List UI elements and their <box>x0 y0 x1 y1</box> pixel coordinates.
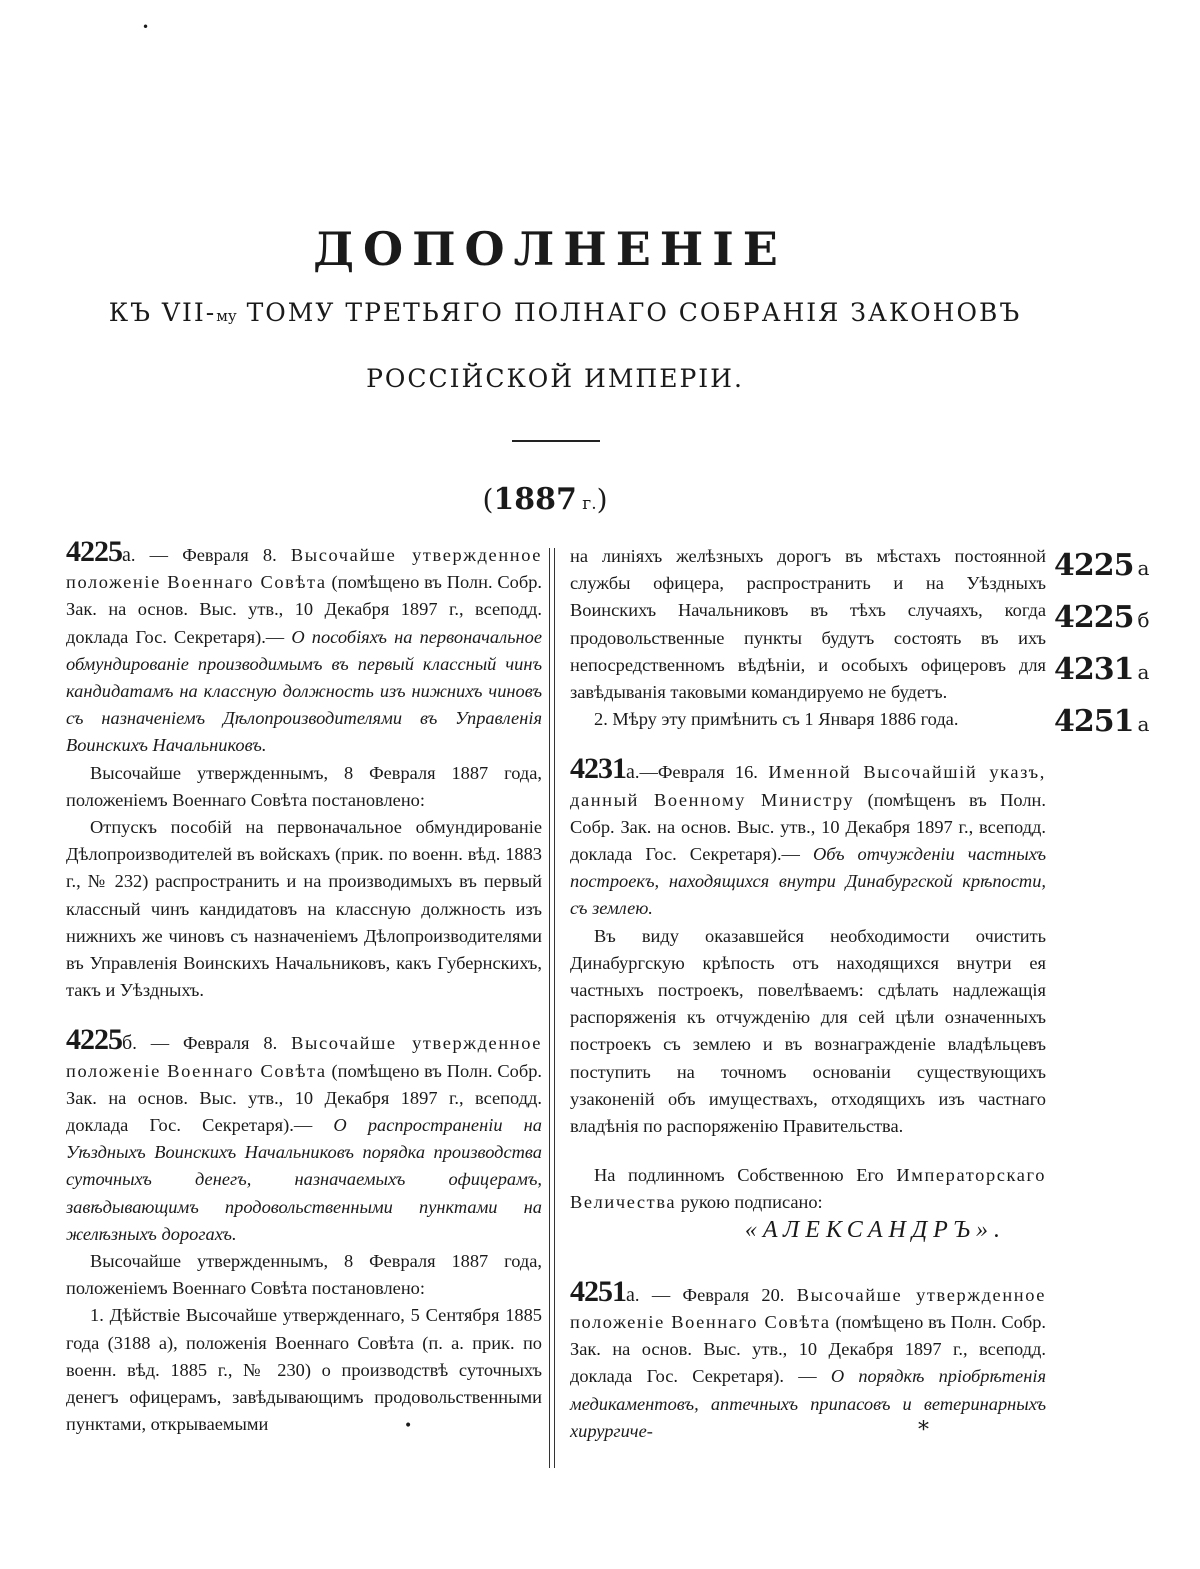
signature-intro-a: На подлинномъ Собственною Его <box>594 1165 897 1186</box>
entry-date: .—Февраля 16. <box>634 762 769 783</box>
title-rule <box>512 440 600 442</box>
entry-suffix: а <box>626 1283 635 1306</box>
footer-asterisk: * <box>918 1418 929 1443</box>
entry-title: О распространеніи на Уѣздныхъ Воинскихъ Начальниковъ порядка производства суточныхъ денегъ, назначаемыхъ офицерамъ, завѣдывающимъ продовольственными пунктами на желѣзныхъ дорогахъ. <box>66 1115 542 1244</box>
year-heading <box>0 482 1090 517</box>
margin-ref-suffix: б <box>1137 608 1150 632</box>
entry-4225b <box>66 1023 542 1248</box>
entry-title: Объ отчужденіи частныхъ построекъ, находящихся внутри Динабургской крѣпости, съ землею. <box>570 844 1046 919</box>
margin-ref-number: 4225 <box>1054 548 1134 583</box>
entry-number: 4225 <box>66 1023 122 1057</box>
entry-suffix: а <box>626 761 635 784</box>
margin-references <box>1054 544 1194 752</box>
entry-paragraph: Высочайше утвержденнымъ, 8 Февраля 1887 года, положеніемъ Военнаго Совѣта постановлено: <box>66 1251 542 1299</box>
entry-publication: (помѣщено въ Полн. Собр. Зак. на основ. Выс. утв., 10 Декабря 1897 г., всеподд. доклада Гос. Секретаря). — <box>570 1312 1046 1387</box>
ink-speck: • <box>142 20 150 34</box>
entry-header: Высочайше утвержденное положеніе Военнаго Совѣта <box>570 1284 1046 1333</box>
entry-paragraph: 1. Дѣйствіе Высочайше утвержденнаго, 5 Сентября 1885 года (3188 а), положенія Военнаго Совѣта (п. а. прик. по военн. вѣд. 1885 г., № 230) о производствѣ суточныхъ денегъ офицерамъ, завѣдывающимъ продовольственными пунктами, открываемыми <box>66 1305 542 1435</box>
entry-date: . — Февраля 20. <box>634 1284 797 1305</box>
margin-ref-suffix: а <box>1137 712 1150 736</box>
entry-title: О порядкѣ пріобрѣтенія медикаментовъ, аптечныхъ припасовъ и ветеринарныхъ хирургиче- <box>570 1366 1046 1441</box>
entry-header: Именной Высочайшій указъ, данный Военному Министру <box>570 762 1046 810</box>
entry-publication: (помѣщенъ въ Полн. Собр. Зак. на основ. Выс. утв., 10 Декабря 1897 г., всеподд. доклада Гос. Секретаря).— <box>570 789 1046 865</box>
subtitle-superscript: му <box>216 307 237 325</box>
subtitle-rest: ТОМУ ТРЕТЬЯГО ПОЛНАГО СОБРАНІЯ ЗАКОНОВЪ <box>236 298 1022 327</box>
margin-ref-suffix: а <box>1137 660 1150 684</box>
entry-suffix: б <box>122 1032 133 1055</box>
entry-title: О пособіяхъ на первоначальное обмундированіе производимымъ въ первый классный чинъ кандидатамъ на классную должность изъ нижнихъ чиновъ съ назначеніемъ Дѣлопроизводителями въ Управленія Воинскихъ Начальниковъ. <box>66 626 542 756</box>
page-title: ДОПОЛНЕНІЕ <box>313 222 787 276</box>
entry-continuation: на линіяхъ желѣзныхъ дорогъ въ мѣстахъ постоянной службы офицера, распространить и на Уѣздныхъ Воинскихъ Начальниковъ въ тѣхъ случаяхъ, когда продовольственные пункты будутъ состоять въ ихъ непосредственномъ вѣдѣніи, и особыхъ офицеровъ для завѣдыванія таковыми командируемо не будетъ. <box>570 546 1046 703</box>
signature-intro-c: рукою подписано: <box>676 1192 823 1213</box>
entry-date: . — Февраля 8. <box>130 545 291 565</box>
entry-paragraph: Въ виду оказавшейся необходимости очистить Динабургскую крѣпость отъ находящихся внутри ея частныхъ построекъ, повелѣваемъ: сдѣлать надлежащія распоряженія къ отчужденію для сей цѣли означенныхъ построекъ съ землею и въ вознагражденіе владѣльцевъ поступить на точномъ основаніи существующихъ узаконеній объ имуществахъ, отходящихъ изъ частнаго владѣнія по распоряженію Правительства. <box>570 925 1046 1137</box>
signature: «АЛЕКСАНДРЪ». <box>744 1216 1006 1243</box>
year-suffix: г. <box>576 494 597 514</box>
entry-publication: (помѣщено въ Полн. Собр. Зак. на основ. Выс. утв., 10 Декабря 1897 г., всеподд. доклада Гос. Секретаря).— <box>66 572 542 647</box>
subtitle-prefix: КЪ VII- <box>108 298 217 327</box>
signature-intro-b: Императорскаго Величества <box>570 1165 1046 1213</box>
entry-paragraph: Отпускъ пособій на первоначальное обмундированіе Дѣлопроизводителей въ войскахъ (прик. по военн. вѣд. 1883 г., № 232) распространить и на производимыхъ въ первый классный чинъ кандидатовъ на классную должность изъ нижнихъ же чиновъ съ назначеніемъ Дѣлопроизводителями въ Управленія Воинскихъ Начальниковъ, какъ Губернскихъ, такъ и Уѣздныхъ. <box>66 817 542 1001</box>
left-column <box>66 535 542 1439</box>
entry-header: Высочайше утвержденное положеніе Военнаго Совѣта <box>66 545 542 593</box>
margin-ref-4231a <box>1054 648 1194 700</box>
entry-date: . — Февраля 8. <box>132 1033 292 1054</box>
entry-suffix: а <box>122 544 131 566</box>
entry-publication: (помѣщено въ Полн. Собр. Зак. на основ. Выс. утв., 10 Декабря 1897 г., всеподд. доклада Гос. Секретаря).— <box>66 1060 542 1136</box>
subtitle-line-1 <box>0 298 1130 327</box>
margin-ref-4251a <box>1054 700 1194 752</box>
signature-intro <box>570 1162 1046 1216</box>
margin-ref-number: 4225 <box>1054 600 1134 635</box>
entry-number: 4251 <box>570 1274 626 1308</box>
entry-4225a <box>66 535 542 760</box>
subtitle-line-2: РОССІЙСКОЙ ИМПЕРІИ. <box>366 364 744 393</box>
margin-ref-number: 4231 <box>1054 652 1134 687</box>
year-close: ) <box>596 483 608 516</box>
entry-paragraph: 2. Мѣру эту примѣнить съ 1 Января 1886 года. <box>594 709 959 730</box>
margin-ref-4225a <box>1054 544 1194 596</box>
year-open: ( <box>482 483 494 516</box>
footer-mark: • <box>404 1418 413 1434</box>
entry-4231a <box>570 752 1046 922</box>
entry-number: 4225 <box>66 535 122 568</box>
margin-ref-4225b <box>1054 596 1194 648</box>
entry-number: 4231 <box>570 752 626 786</box>
entry-header: Высочайше утвержденное положеніе Военнаго Совѣта <box>66 1033 542 1081</box>
entry-paragraph: Высочайше утвержденнымъ, 8 Февраля 1887 года, положеніемъ Военнаго Совѣта постановлено: <box>66 762 542 810</box>
right-column <box>570 543 1046 1445</box>
column-divider <box>549 548 555 1468</box>
year-number: 1887 <box>493 482 577 517</box>
entry-4251a <box>570 1274 1046 1445</box>
margin-ref-suffix: а <box>1137 556 1150 580</box>
margin-ref-number: 4251 <box>1054 704 1134 739</box>
